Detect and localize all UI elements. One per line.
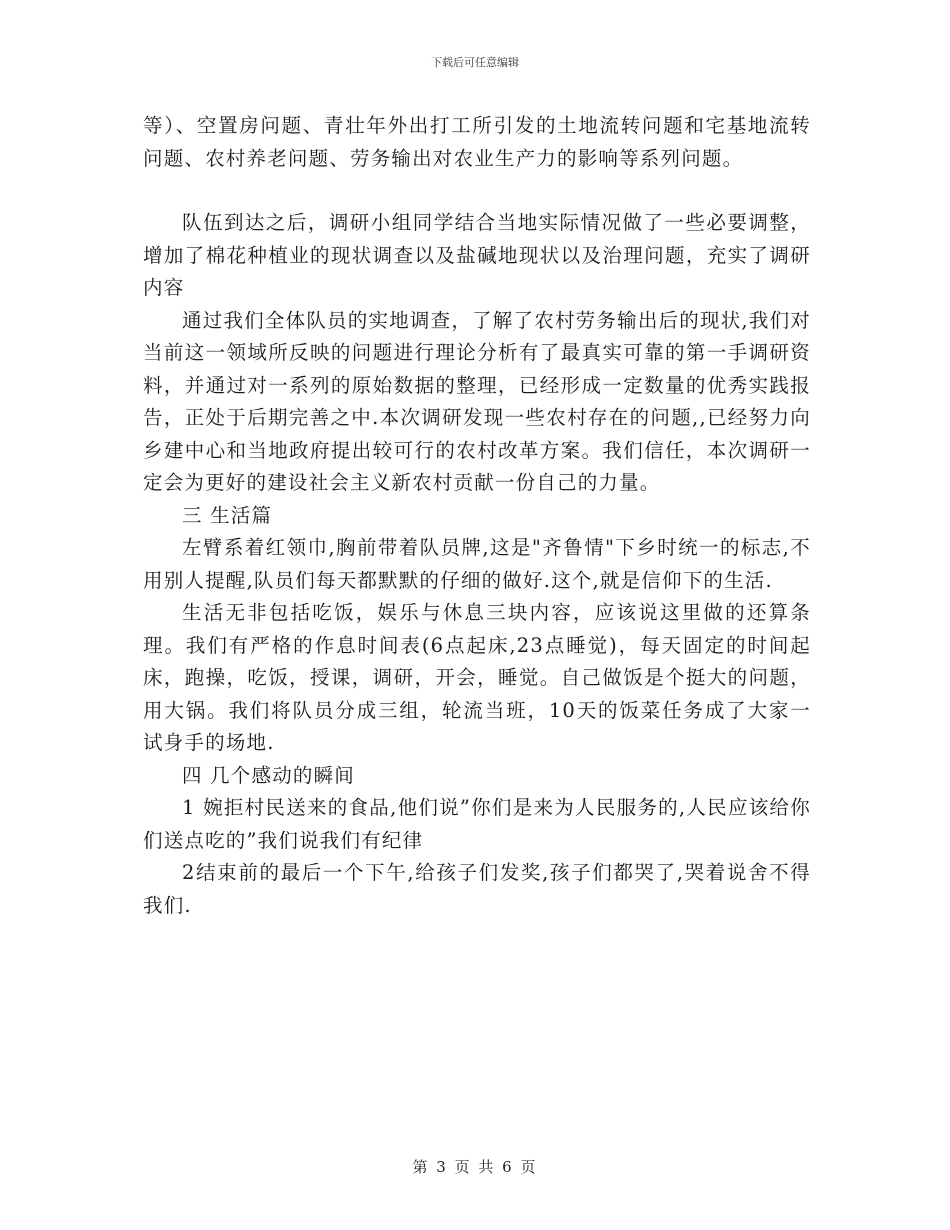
paragraph-moment-2: 2结束前的最后一个下午,给孩子们发奖,孩子们都哭了,哭着说舍不得我们. bbox=[143, 861, 811, 917]
paragraph-continuation: 等）、空置房问题、青壮年外出打工所引发的土地流转问题和宅基地流转问题、农村养老问题、劳务输出对农业生产力的影响等系列问题。 bbox=[143, 114, 811, 170]
page-header: 下载后可任意编辑 bbox=[431, 56, 519, 69]
document-body bbox=[143, 110, 811, 922]
paragraph-survey-results: 通过我们全体队员的实地调查，了解了农村劳务输出后的现状,我们对当前这一领域所反映的问题进行理论分析有了最真实可靠的第一手调研资料，并通过对一系列的原始数据的整理，已经形成一定数量的优秀实践报告，正处于后期完善之中.本次调研发现一些农村存在的问题,,已经努力向乡建中心和当地政府提出较可行的农村改革方案。我们信任，本次调研一定会为更好的建设社会主义新农村贡献一份自己的力量。 bbox=[143, 308, 811, 494]
paragraph-gap bbox=[143, 175, 811, 207]
paragraph-moment-1: 1 婉拒村民送来的食品,他们说”你们是来为人民服务的,人民应该给你们送点吃的”我们说我们有纪律 bbox=[143, 796, 811, 852]
paragraph-daily-life: 生活无非包括吃饭，娱乐与休息三块内容，应该说这里做的还算条理。我们有严格的作息时间表(6点起床,23点睡觉)，每天固定的时间起床，跑操，吃饭，授课，调研，开会，睡觉。自己做饭是个挺大的问题，用大锅。我们将队员分成三组，轮流当班，10天的饭菜任务成了大家一试身手的场地. bbox=[143, 601, 811, 754]
section-heading-life: 三 生活篇 bbox=[182, 503, 273, 527]
paragraph-team-arrival: 队伍到达之后，调研小组同学结合当地实际情况做了一些必要调整，增加了棉花种植业的现状调查以及盐碱地现状以及治理问题，充实了调研内容 bbox=[143, 211, 811, 299]
paragraph-red-scarf: 左臂系着红领巾,胸前带着队员牌,这是"齐鲁情"下乡时统一的标志,不用别人提醒,队员们每天都默默的仔细的做好.这个,就是信仰下的生活. bbox=[143, 536, 811, 592]
section-heading-moments: 四 几个感动的瞬间 bbox=[182, 763, 355, 787]
page-footer: 第 3 页 共 6 页 bbox=[412, 1158, 538, 1176]
